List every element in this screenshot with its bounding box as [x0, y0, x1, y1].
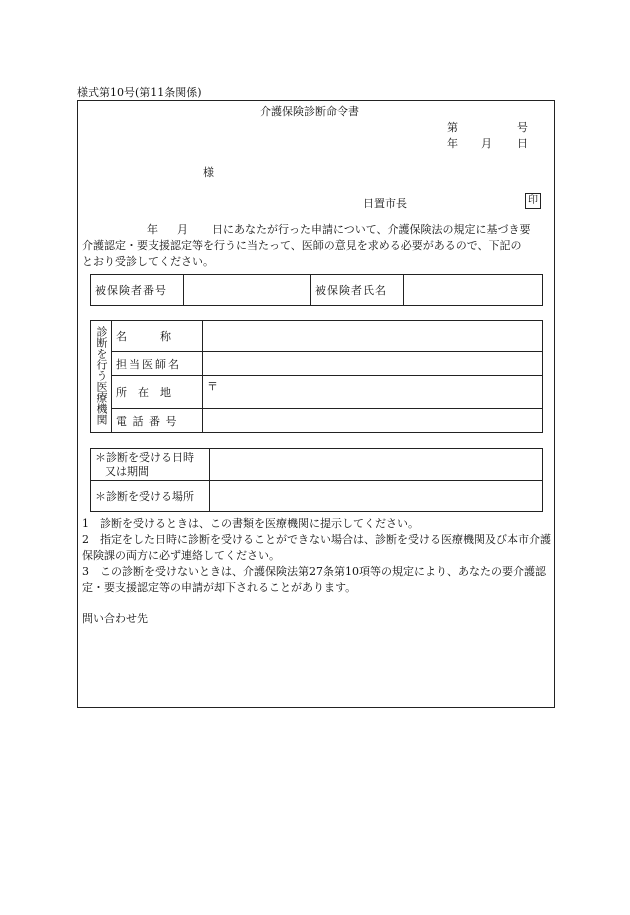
date-month: 月 [481, 137, 492, 150]
doctor-name-label: 担当医師名 [112, 352, 203, 376]
note-3: 3 この診断を受けないときは、介護保険法第27条第10項等の規定により、あなたの要介護認定・要支援認定等の申請が却下されることがあります。 [82, 565, 546, 594]
institution-group-label: 診断を行う医療機関 [95, 325, 108, 425]
institution-group-cell [91, 321, 112, 433]
inquiry-label: 問い合わせ先 [82, 612, 148, 625]
body-month: 月 [177, 223, 188, 236]
insured-number-field[interactable] [184, 275, 311, 306]
insured-number-label: 被保険者番号 [91, 275, 184, 306]
seal-mark: 印 [525, 193, 541, 209]
address-label: 所 在 地 [112, 376, 203, 409]
form-number: 様式第10号(第11条関係) [77, 86, 202, 99]
body-text-line1: 日にあなたが行った申請について、介護保険法の規定に基づき要 [212, 223, 531, 236]
schedule-date-label-cell [91, 449, 210, 481]
phone-label: 電 話 番 号 [112, 409, 203, 433]
insured-name-field[interactable] [404, 275, 543, 306]
date-day: 日 [517, 137, 528, 150]
body-year: 年 [147, 223, 158, 236]
address-field[interactable]: 〒 [203, 376, 543, 409]
body-text-line3: とおり受診してください。 [82, 255, 214, 268]
schedule-place-label: ＊診断を受ける場所 [91, 481, 210, 512]
number-suffix: 号 [517, 121, 528, 134]
institution-name-field[interactable] [203, 321, 543, 352]
note-1: 1 診断を受けるときは、この書類を医療機関に提示してください。 [82, 517, 419, 530]
addressee-suffix: 様 [203, 166, 214, 179]
date-year: 年 [447, 137, 458, 150]
note-2: 2 指定をした日時に診断を受けることができない場合は、診断を受ける医療機関及び本市介護保険課の両方に必ず連絡してください。 [82, 533, 551, 562]
issuer: 日置市長 [363, 197, 407, 210]
schedule-date-sublabel: 又は期間 [105, 464, 149, 478]
insured-name-label: 被保険者氏名 [311, 275, 404, 306]
number-prefix: 第 [447, 121, 458, 134]
schedule-date-field[interactable] [210, 449, 543, 481]
institution-name-label: 名 称 [112, 321, 203, 352]
institution-table [90, 320, 543, 433]
schedule-date-label: ＊診断を受ける日時 [95, 450, 194, 464]
insured-table [90, 274, 543, 306]
schedule-place-field[interactable] [210, 481, 543, 512]
doctor-name-field[interactable] [203, 352, 543, 376]
schedule-table [90, 448, 543, 512]
body-text-line2: 介護認定・要支援認定等を行うに当たって、医師の意見を求める必要があるので、下記の [82, 239, 522, 252]
document-title: 介護保険診断命令書 [260, 105, 359, 118]
phone-field[interactable] [203, 409, 543, 433]
